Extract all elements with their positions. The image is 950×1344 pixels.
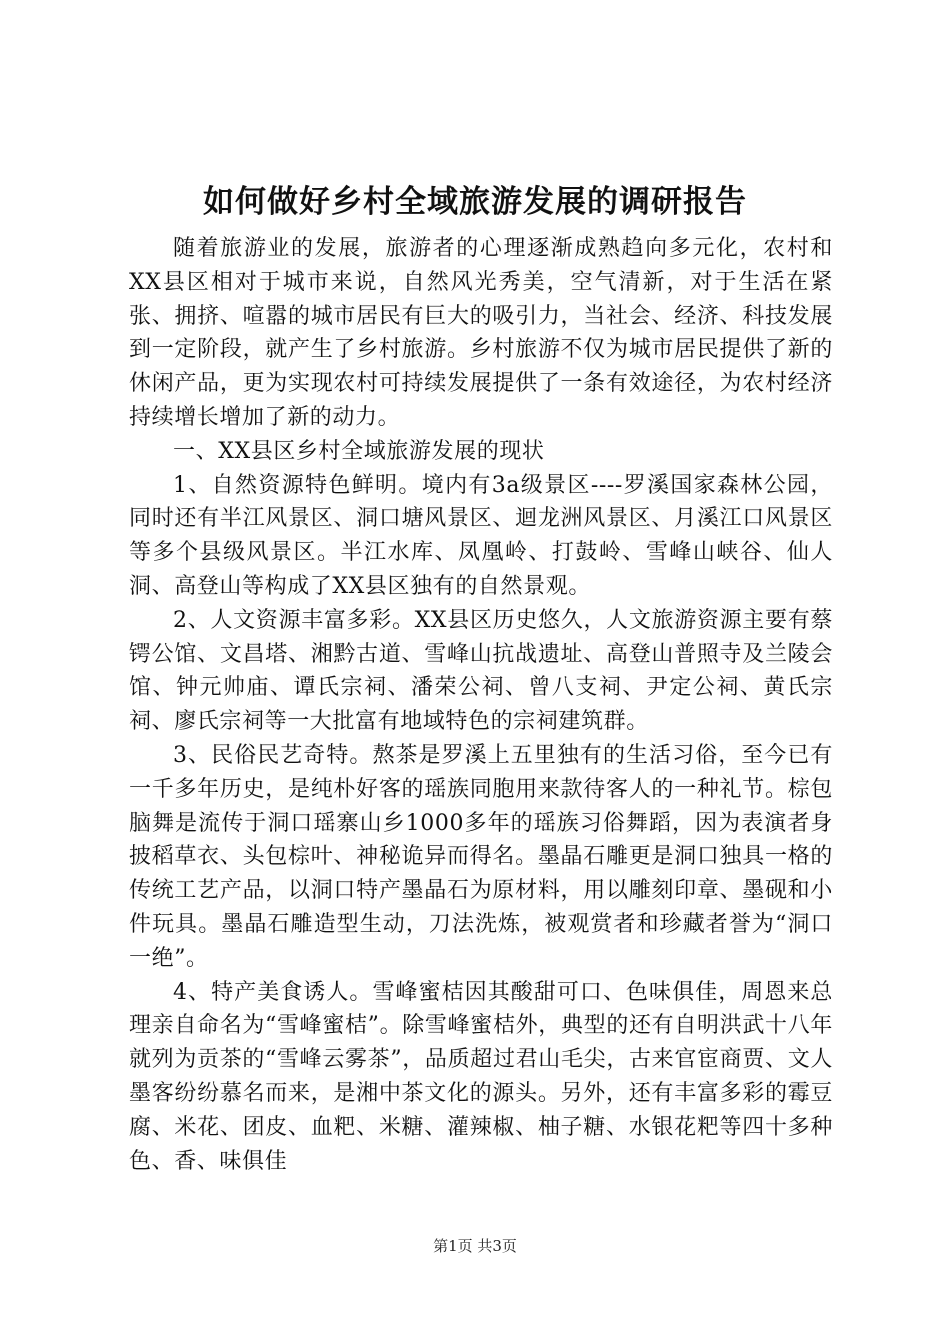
document-body xyxy=(129,232,833,1178)
body-paragraph: 3、民俗民艺奇特。熬茶是罗溪上五里独有的生活习俗，至今已有一千多年历史，是纯朴好客的瑶族同胞用来款待客人的一种礼节。棕包脑舞是流传于洞口瑶寨山乡1000多年的瑶族习俗舞蹈，因为表演者身披稻草衣、头包棕叶、神秘诡异而得名。墨晶石雕更是洞口独具一格的传统工艺产品，以洞口特产墨晶石为原材料，用以雕刻印章、墨砚和小件玩具。墨晶石雕造型生动，刀法洗炼，被观赏者和珍藏者誉为“洞口一绝”。 xyxy=(129,742,833,971)
body-paragraph: 1、自然资源特色鲜明。境内有3a级景区----罗溪国家森林公园，同时还有半江风景区、洞口塘风景区、迴龙洲风景区、月溪江口风景区等多个县级风景区。半江水库、凤凰岭、打鼓岭、雪峰山峡谷、仙人洞、高登山等构成了XX县区独有的自然景观。 xyxy=(129,472,833,599)
body-paragraph: 4、特产美食诱人。雪峰蜜桔因其酸甜可口、色味俱佳，周恩来总理亲自命名为“雪峰蜜桔”。除雪峰蜜桔外，典型的还有自明洪武十八年就列为贡茶的“雪峰云雾茶”，品质超过君山毛尖，古来官宦商贾、文人墨客纷纷慕名而来，是湘中茶文化的源头。另外，还有丰富多彩的霉豆腐、米花、团皮、血粑、米糖、灌辣椒、柚子糖、水银花粑等四十多种色、香、味俱佳 xyxy=(129,979,833,1174)
document-title: 如何做好乡村全域旅游发展的调研报告 xyxy=(203,184,747,220)
section-heading: 一、XX县区乡村全域旅游发展的现状 xyxy=(173,438,545,464)
page-number-footer: 第1页 共3页 xyxy=(433,1237,517,1255)
intro-paragraph: 随着旅游业的发展，旅游者的心理逐渐成熟趋向多元化，农村和XX县区相对于城市来说，自然风光秀美，空气清新，对于生活在紧张、拥挤、喧嚣的城市居民有巨大的吸引力，当社会、经济、科技发展到一定阶段，就产生了乡村旅游。乡村旅游不仅为城市居民提供了新的休闲产品，更为实现农村可持续发展提供了一条有效途径，为农村经济持续增长增加了新的动力。 xyxy=(129,236,833,430)
body-paragraph: 2、人文资源丰富多彩。XX县区历史悠久，人文旅游资源主要有蔡锷公馆、文昌塔、湘黔古道、雪峰山抗战遗址、高登山普照寺及兰陵会馆、钟元帅庙、谭氏宗祠、潘荣公祠、曾八支祠、尹定公祠、黄氏宗祠、廖氏宗祠等一大批富有地域特色的宗祠建筑群。 xyxy=(129,607,833,735)
